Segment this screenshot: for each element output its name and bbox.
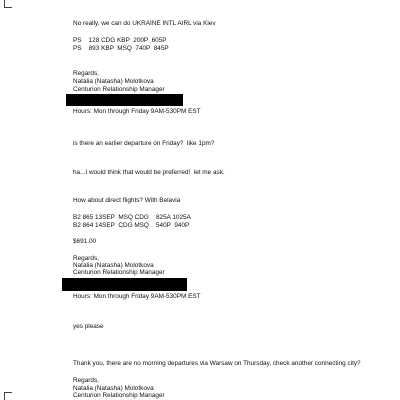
signature-hours: Hours: Mon through Friday 9AM-530PM EST (73, 293, 201, 300)
message-line: yes please (73, 323, 104, 330)
kiev-option-line: No really, we can do UKRAINE INTL AIRL via Kiev (73, 20, 216, 27)
message-line: ha...I would think that would be preferred! let me ask. (73, 169, 225, 176)
price-line: $691.00 (73, 238, 97, 245)
page-corner-bottom (4, 392, 12, 400)
flight-line: B2 864 14SEP CDG MSQ 540P 940P (73, 222, 190, 229)
signature-title: Centurion Relationship Manager (73, 392, 165, 399)
redaction-bar (66, 94, 183, 106)
redaction-bar (62, 278, 187, 291)
signature-name: Natalia (Natasha) Molotkova (73, 385, 154, 392)
signature-regards: Regards, (73, 255, 99, 262)
flight-line: B2 865 13SEP MSQ CDG 825A 1025A (73, 214, 191, 221)
signature-title: Centurion Relationship Manager (73, 269, 165, 276)
flight-line: PS 893 KBP MSQ 740P 845P (73, 45, 169, 52)
signature-title: Centurion Relationship Manager (73, 86, 165, 93)
signature-regards: Regards, (73, 70, 99, 77)
flight-line: PS 128 CDG KBP 200P 605P (73, 37, 167, 44)
signature-hours: Hours: Mon through Friday 9AM-530PM EST (73, 108, 201, 115)
signature-regards: Regards, (73, 377, 99, 384)
page-corner-top (4, 0, 12, 8)
signature-name: Natalia (Natasha) Molotkova (73, 78, 154, 85)
message-line: is there an earlier departure on Friday? like 1pm? (73, 140, 215, 147)
signature-name: Natalia (Natasha) Molotkova (73, 262, 154, 269)
message-line: How about direct flights? With Belavia (73, 197, 181, 204)
message-line: Thank you, there are no morning departures via Warsaw on Thursday, check another connecting city? (73, 360, 361, 367)
